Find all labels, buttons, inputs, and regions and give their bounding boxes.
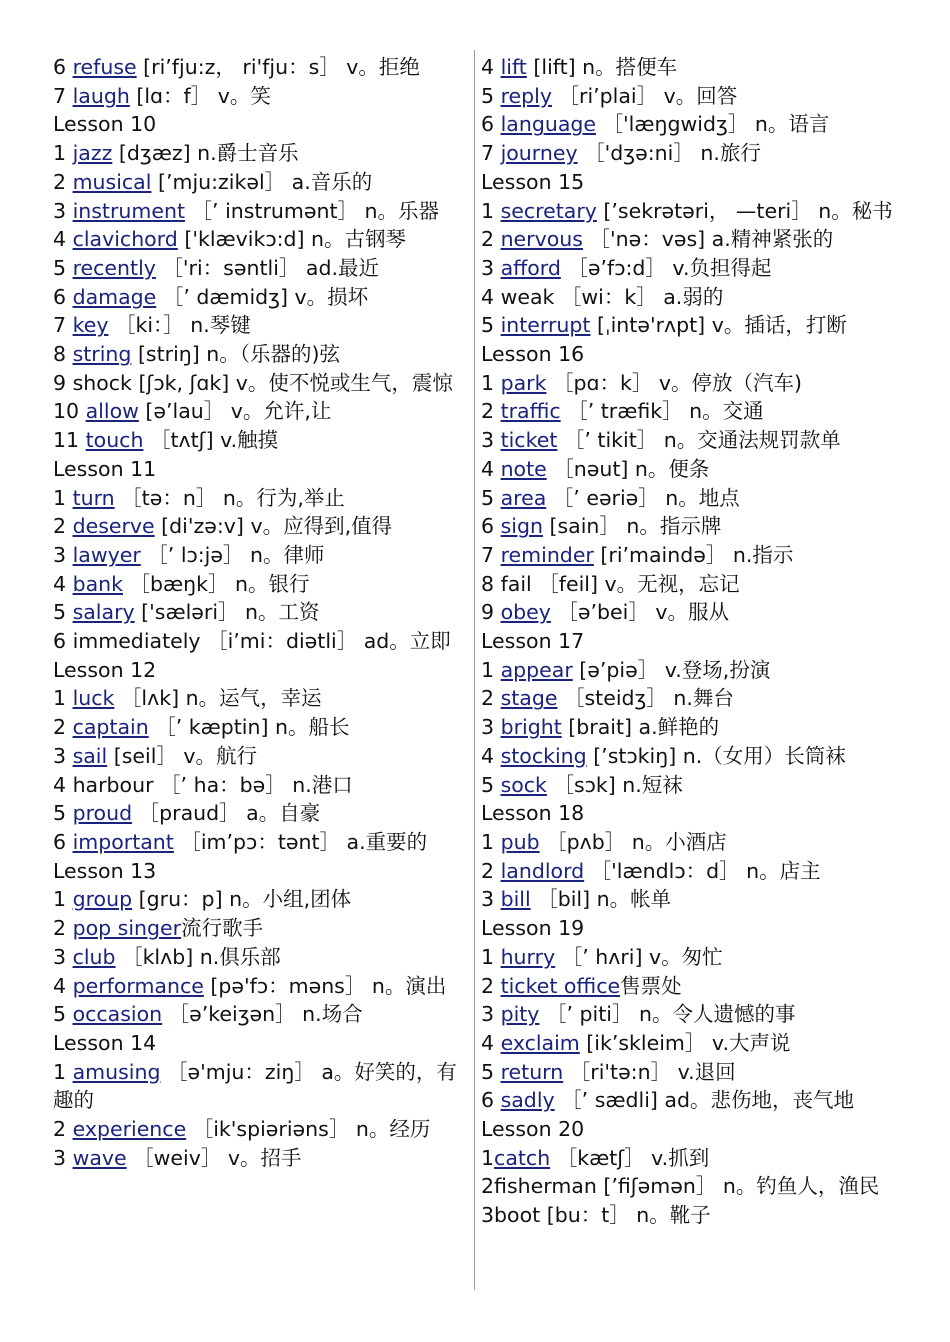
vocab-entry xyxy=(53,484,465,513)
entry-definition: ［’ hʌri] v。匆忙 xyxy=(555,944,723,969)
vocab-word-link[interactable]: bright xyxy=(500,715,562,740)
vocab-entry xyxy=(481,225,893,254)
vocab-entry xyxy=(53,311,465,340)
entry-definition: [di'zə:v] v。应得到,值得 xyxy=(154,514,393,539)
vocab-entry xyxy=(53,885,465,914)
vocab-entry xyxy=(481,1029,893,1058)
vocab-word-link[interactable]: exclaim xyxy=(500,1030,580,1055)
vocab-word: shock xyxy=(72,370,132,395)
vocab-entry xyxy=(481,426,893,455)
left-column xyxy=(53,53,465,1172)
entry-number: 1 xyxy=(481,829,501,854)
entry-definition: ［ki：］ n.琴键 xyxy=(108,313,251,338)
entry-definition: ［'dʒə:ni］ n.旅行 xyxy=(577,141,761,166)
entry-number: 3 xyxy=(481,887,501,912)
entry-number: 9 xyxy=(481,600,501,625)
vocab-entry xyxy=(481,53,893,82)
vocab-entry xyxy=(53,426,465,455)
vocab-entry xyxy=(481,885,893,914)
vocab-word-link[interactable]: captain xyxy=(72,715,149,740)
entry-number: 5 xyxy=(53,801,73,826)
entry-definition: [ri’fju:z， ri'fju：s］ v。拒绝 xyxy=(136,55,420,79)
entry-definition: ［lʌk] n。运气，幸运 xyxy=(114,686,322,711)
vocab-entry xyxy=(53,369,465,398)
entry-definition: ［steidʒ］ n.舞台 xyxy=(557,686,734,711)
lesson-heading: Lesson 12 xyxy=(53,657,157,682)
entry-number: 7 xyxy=(481,542,501,567)
entry-number: 5 xyxy=(481,485,501,510)
entry-definition: ［’ kæptin] n。船长 xyxy=(148,715,350,740)
entry-definition: ［tʌtʃ] v.触摸 xyxy=(143,428,279,453)
entry-number: 5 xyxy=(53,600,73,625)
vocab-word: immediately xyxy=(72,629,201,654)
vocab-word-link[interactable]: jazz xyxy=(72,141,113,166)
entry-definition: ［’ træfik］ n。交通 xyxy=(560,399,764,424)
vocab-entry xyxy=(481,1201,893,1230)
vocab-entry xyxy=(53,972,465,1001)
vocab-word-link[interactable]: touch xyxy=(85,428,144,453)
vocab-word-link[interactable]: nervous xyxy=(500,227,583,252)
entry-number: 3 xyxy=(481,1203,495,1228)
entry-definition: ［tə：n］ n。行为,举止 xyxy=(114,485,345,510)
vocab-entry xyxy=(481,1172,893,1201)
vocab-word-link[interactable]: sail xyxy=(72,743,108,768)
entry-number: 3 xyxy=(481,715,501,740)
entry-definition: ［ə’fɔ:d］ v.负担得起 xyxy=(560,255,772,280)
entry-number: 1 xyxy=(481,370,501,395)
entry-number: 8 xyxy=(481,571,501,596)
entry-definition: ［pʌb］ n。小酒店 xyxy=(539,829,727,854)
entry-number: 4 xyxy=(481,743,501,768)
lesson-heading: Lesson 19 xyxy=(481,916,585,941)
vocab-word-link[interactable]: pop singer xyxy=(72,916,182,941)
entry-definition: ［pɑ：k］ v。停放（汽车) xyxy=(546,370,802,395)
vocab-entry xyxy=(481,484,893,513)
vocab-word-link[interactable]: group xyxy=(72,887,133,912)
entry-definition: ['sæləri］ n。工资 xyxy=(134,600,320,625)
entry-definition: ［'nə：vəs] a.精神紧张的 xyxy=(582,227,834,252)
entry-number: 5 xyxy=(481,313,501,338)
entry-number: 3 xyxy=(53,743,73,768)
entry-number: 6 xyxy=(481,514,501,539)
lesson-heading: Lesson 13 xyxy=(53,858,157,883)
entry-definition: [’sekrətəri， —teri］ n。秘书 xyxy=(596,198,893,223)
vocab-word-link[interactable]: deserve xyxy=(72,514,155,539)
vocab-entry xyxy=(53,914,465,943)
entry-definition: [ˌintə'rʌpt] v。插话，打断 xyxy=(590,313,847,338)
vocab-word-link[interactable]: experience xyxy=(72,1117,187,1142)
entry-definition: [dʒæz] n.爵士音乐 xyxy=(112,141,299,166)
entry-definition: ［'ri：səntli］ ad.最近 xyxy=(155,255,380,280)
vocab-entry xyxy=(481,570,893,599)
lesson-heading: Lesson 20 xyxy=(481,1117,585,1142)
entry-number: 4 xyxy=(481,1030,501,1055)
entry-number: 2 xyxy=(481,399,501,424)
entry-number: 6 xyxy=(53,629,73,654)
entry-definition: ［wi：k］ a.弱的 xyxy=(554,284,724,309)
entry-number: 4 xyxy=(53,772,73,797)
entry-definition: ［i’mi：diətli］ ad。立即 xyxy=(200,629,451,654)
vocab-entry xyxy=(53,53,465,82)
vocab-entry xyxy=(53,943,465,972)
vocab-entry xyxy=(53,742,465,771)
entry-definition: [’stɔkiŋ] n.（女用）长筒袜 xyxy=(586,743,846,768)
vocab-entry xyxy=(481,656,893,685)
vocab-word-link[interactable]: catch xyxy=(494,1145,551,1170)
entry-definition: 售票处 xyxy=(620,973,682,998)
right-column xyxy=(481,53,893,1230)
entry-definition: ［ik'spiəriəns］ n。经历 xyxy=(186,1117,431,1142)
entry-number: 2 xyxy=(53,169,73,194)
vocab-entry xyxy=(53,397,465,426)
entry-number: 1 xyxy=(481,944,501,969)
vocab-entry xyxy=(481,1144,893,1173)
entry-definition: ［im’pɔ：tənt］ a.重要的 xyxy=(173,829,428,854)
vocab-word-link[interactable]: note xyxy=(500,456,547,481)
entry-definition: [bu：t］ n。靴子 xyxy=(540,1203,711,1228)
entry-definition: ［ri’plai］ v。回答 xyxy=(552,83,738,108)
vocab-word-link[interactable]: salary xyxy=(72,600,135,625)
vocab-entry xyxy=(481,82,893,111)
entry-number: 11 xyxy=(53,428,86,453)
vocab-word-link[interactable]: lawyer xyxy=(72,542,141,567)
vocab-entry xyxy=(481,110,893,139)
vocab-entry xyxy=(53,1058,465,1115)
entry-number: 1 xyxy=(53,686,73,711)
entry-definition: [pə'fɔ：məns］ n。演出 xyxy=(203,973,447,998)
entry-definition: [gru：p] n。小组,团体 xyxy=(132,887,352,912)
vocab-word-link[interactable]: stocking xyxy=(500,743,587,768)
entry-number: 6 xyxy=(481,112,501,137)
vocab-entry xyxy=(53,283,465,312)
vocab-word-link[interactable]: area xyxy=(500,485,547,510)
entry-number: 5 xyxy=(481,1059,501,1084)
vocab-word-link[interactable]: damage xyxy=(72,284,157,309)
vocab-entry xyxy=(53,512,465,541)
vocab-entry xyxy=(481,1086,893,1115)
entry-number: 4 xyxy=(481,456,501,481)
entry-number: 2 xyxy=(53,715,73,740)
vocab-entry xyxy=(53,828,465,857)
vocab-entry xyxy=(53,254,465,283)
entry-definition: ［’ tikit］ n。交通法规罚款单 xyxy=(557,428,841,453)
entry-number: 10 xyxy=(53,399,86,424)
vocab-word-link[interactable]: pity xyxy=(500,1002,540,1027)
vocab-entry xyxy=(481,311,893,340)
entry-number: 7 xyxy=(481,141,501,166)
vocab-entry xyxy=(481,512,893,541)
lesson-heading: Lesson 18 xyxy=(481,801,585,826)
entry-definition: ［’ lɔ:jə］ n。律师 xyxy=(140,542,325,567)
vocab-entry xyxy=(481,455,893,484)
entry-number: 2 xyxy=(53,1117,73,1142)
vocab-entry xyxy=(481,283,893,312)
entry-definition: ［'læŋgwidʒ］ n。语言 xyxy=(596,112,830,137)
vocab-word-link[interactable]: refuse xyxy=(72,55,137,79)
vocab-entry xyxy=(53,225,465,254)
vocab-word-link[interactable]: important xyxy=(72,829,174,854)
vocab-word-link[interactable]: clavichord xyxy=(72,227,178,252)
vocab-word-link[interactable]: appear xyxy=(500,657,573,682)
vocab-word-link[interactable]: musical xyxy=(72,169,152,194)
vocab-entry xyxy=(53,1000,465,1029)
lesson-heading: Lesson 11 xyxy=(53,456,157,481)
vocab-entry xyxy=(53,570,465,599)
entry-definition: ［’ eəriə］ n。地点 xyxy=(546,485,740,510)
vocab-entry xyxy=(53,340,465,369)
entry-definition: 流行歌手 xyxy=(181,916,264,941)
entry-definition: ［bil] n。帐单 xyxy=(530,887,672,912)
vocab-word: weak xyxy=(500,284,555,309)
vocab-word-link[interactable]: reminder xyxy=(500,542,594,567)
entry-number: 1 xyxy=(53,141,73,166)
entry-number: 4 xyxy=(53,571,73,596)
entry-number: 1 xyxy=(481,657,501,682)
entry-number: 5 xyxy=(481,83,501,108)
vocab-entry xyxy=(481,943,893,972)
entry-definition: ［praud］ a。自豪 xyxy=(132,801,321,826)
entry-number: 1 xyxy=(53,887,73,912)
vocab-entry xyxy=(481,139,893,168)
entry-definition: ［weiv］ v。招手 xyxy=(126,1145,302,1170)
vocab-word-link[interactable]: string xyxy=(72,342,132,367)
entry-number: 5 xyxy=(481,772,501,797)
vocab-word-link[interactable]: hurry xyxy=(500,944,556,969)
vocab-word-link[interactable]: journey xyxy=(500,141,578,166)
vocab-entry xyxy=(481,771,893,800)
vocab-word-link[interactable]: ticket office xyxy=(500,973,621,998)
lesson-heading: Lesson 10 xyxy=(53,112,157,137)
vocab-entry xyxy=(481,972,893,1001)
entry-definition: [lift] n。搭便车 xyxy=(526,55,678,79)
entry-number: 6 xyxy=(53,55,73,79)
entry-number: 4 xyxy=(481,284,501,309)
vocab-word-link[interactable]: traffic xyxy=(500,399,561,424)
vocab-entry xyxy=(53,82,465,111)
vocab-word-link[interactable]: turn xyxy=(72,485,115,510)
entry-definition: ［’ instrumənt］ n。乐器 xyxy=(185,198,440,223)
entry-number: 3 xyxy=(53,198,73,223)
vocab-word-link[interactable]: allow xyxy=(85,399,139,424)
vocab-entry xyxy=(481,369,893,398)
entry-definition: [lɑ：f］ v。笑 xyxy=(129,83,271,108)
vocab-entry xyxy=(53,598,465,627)
lesson-heading: Lesson 17 xyxy=(481,629,585,654)
entry-number: 2 xyxy=(481,1174,495,1199)
entry-definition: ［’ ha：bə］ n.港口 xyxy=(153,772,353,797)
entry-definition: [ə’lau］ v。允许,让 xyxy=(138,399,332,424)
vocab-entry xyxy=(53,799,465,828)
vocab-word-link[interactable]: afford xyxy=(500,255,561,280)
entry-number: 2 xyxy=(481,227,501,252)
vocab-word: boot xyxy=(494,1203,541,1228)
vocab-word-link[interactable]: club xyxy=(72,944,116,969)
vocab-word: fail xyxy=(500,571,532,596)
entry-number: 9 xyxy=(53,370,73,395)
entry-number: 8 xyxy=(53,342,73,367)
vocab-word-link[interactable]: park xyxy=(500,370,547,395)
entry-definition: [ə’piə］ v.登场,扮演 xyxy=(572,657,771,682)
vocab-entry xyxy=(53,541,465,570)
vocab-entry xyxy=(53,139,465,168)
vocab-word-link[interactable]: key xyxy=(72,313,109,338)
entry-number: 3 xyxy=(481,255,501,280)
entry-number: 1 xyxy=(53,1059,73,1084)
entry-number: 3 xyxy=(53,944,73,969)
vocab-word-link[interactable]: luck xyxy=(72,686,115,711)
entry-number: 3 xyxy=(53,542,73,567)
vocab-entry xyxy=(481,397,893,426)
lesson-heading: Lesson 14 xyxy=(53,1030,157,1055)
entry-definition: ［’ piti］ n。令人遗憾的事 xyxy=(539,1002,796,1027)
vocab-word-link[interactable]: wave xyxy=(72,1145,127,1170)
entry-number: 1 xyxy=(481,1145,495,1170)
entry-number: 2 xyxy=(53,916,73,941)
vocab-entry xyxy=(53,713,465,742)
entry-definition: ［nəut] n。便条 xyxy=(546,456,710,481)
vocab-word-link[interactable]: language xyxy=(500,112,597,137)
entry-number: 7 xyxy=(53,83,73,108)
entry-definition: [striŋ] n。（乐器的)弦 xyxy=(131,342,341,367)
vocab-word: harbour xyxy=(72,772,154,797)
entry-definition: ［kætʃ］ v.抓到 xyxy=(550,1145,710,1170)
vocab-entry xyxy=(481,598,893,627)
vocab-word-link[interactable]: landlord xyxy=(500,858,585,883)
vocab-entry xyxy=(53,684,465,713)
vocab-entry xyxy=(53,627,465,656)
entry-number: 5 xyxy=(53,255,73,280)
entry-number: 6 xyxy=(53,829,73,854)
vocab-word-link[interactable]: occasion xyxy=(72,1002,163,1027)
entry-number: 2 xyxy=(53,514,73,539)
entry-definition: ［feil] v。无视，忘记 xyxy=(531,571,740,596)
entry-definition: ［'lændlɔ：d］ n。店主 xyxy=(584,858,821,883)
vocab-entry xyxy=(481,857,893,886)
entry-definition: ［’ dæmidʒ] v。损坏 xyxy=(156,284,369,309)
entry-definition: [’fiʃəmən］ n。钓鱼人，渔民 xyxy=(596,1174,880,1199)
entry-definition: [’mju:zikəl］ a.音乐的 xyxy=(151,169,373,194)
entry-definition: [ik’skleim］ v.大声说 xyxy=(579,1030,791,1055)
vocab-entry xyxy=(481,684,893,713)
vocab-word-link[interactable]: lift xyxy=(500,55,527,79)
vocab-word-link[interactable]: amusing xyxy=(72,1059,161,1084)
entry-number: 7 xyxy=(53,313,73,338)
entry-number: 1 xyxy=(481,198,501,223)
entry-number: 5 xyxy=(53,1002,73,1027)
entry-number: 3 xyxy=(481,428,501,453)
entry-definition: ［ə’bei］ v。服从 xyxy=(550,600,729,625)
vocab-entry xyxy=(53,1144,465,1173)
entry-number: 2 xyxy=(481,686,501,711)
entry-definition: ［’ sædli] ad。悲伤地，丧气地 xyxy=(554,1088,855,1113)
vocab-entry xyxy=(481,742,893,771)
vocab-word-link[interactable]: proud xyxy=(72,801,133,826)
vocab-word-link[interactable]: sign xyxy=(500,514,543,539)
entry-number: 6 xyxy=(481,1088,501,1113)
vocab-entry xyxy=(481,828,893,857)
vocab-entry xyxy=(53,1115,465,1144)
vocab-entry xyxy=(481,254,893,283)
vocab-word-link[interactable]: reply xyxy=(500,83,552,108)
vocab-word-link[interactable]: ticket xyxy=(500,428,558,453)
vocab-word-link[interactable]: sock xyxy=(500,772,547,797)
vocab-word-link[interactable]: interrupt xyxy=(500,313,591,338)
entry-number: 6 xyxy=(53,284,73,309)
entry-number: 4 xyxy=(481,55,501,79)
entry-definition: [sain］ n。指示牌 xyxy=(542,514,722,539)
entry-number: 4 xyxy=(53,227,73,252)
entry-definition: ［sɔk] n.短袜 xyxy=(546,772,683,797)
entry-number: 2 xyxy=(481,973,501,998)
entry-definition: [seil］ v。航行 xyxy=(107,743,258,768)
vocab-word-link[interactable]: recently xyxy=(72,255,156,280)
entry-definition: [ʃɔk, ʃɑk] v。使不悦或生气，震惊 xyxy=(131,370,453,395)
entry-number: 2 xyxy=(481,858,501,883)
entry-number: 4 xyxy=(53,973,73,998)
entry-number: 3 xyxy=(53,1145,73,1170)
vocab-word-link[interactable]: bill xyxy=(500,887,531,912)
entry-definition: [ri’maində］ n.指示 xyxy=(593,542,794,567)
vocab-entry xyxy=(481,197,893,226)
vocab-word: fisherman xyxy=(494,1174,597,1199)
entry-definition: ［ri'tə:n］ v.退回 xyxy=(563,1059,736,1084)
vocab-word-link[interactable]: sadly xyxy=(500,1088,555,1113)
entry-definition: ［klʌb] n.俱乐部 xyxy=(115,944,281,969)
entry-definition: ［ə’keiʒən］ n.场合 xyxy=(162,1002,363,1027)
vocab-word-link[interactable]: obey xyxy=(500,600,551,625)
vocab-entry xyxy=(481,713,893,742)
vocab-entry xyxy=(481,1000,893,1029)
vocab-word-link[interactable]: laugh xyxy=(72,83,130,108)
entry-definition: ［bæŋk］ n。银行 xyxy=(123,571,310,596)
vocab-entry xyxy=(481,541,893,570)
vocab-word-link[interactable]: stage xyxy=(500,686,558,711)
vocab-entry xyxy=(53,771,465,800)
entry-number: 1 xyxy=(53,485,73,510)
entry-number: 3 xyxy=(481,1002,501,1027)
lesson-heading: Lesson 15 xyxy=(481,169,585,194)
vocab-word-link[interactable]: instrument xyxy=(72,198,186,223)
vocab-word-link[interactable]: performance xyxy=(72,973,204,998)
vocab-entry xyxy=(481,1058,893,1087)
lesson-heading: Lesson 16 xyxy=(481,342,585,367)
entry-definition: ［ə'mju：ziŋ］ a。好笑的，有趣的 xyxy=(53,1059,457,1113)
vocab-entry xyxy=(53,197,465,226)
vocab-entry xyxy=(53,168,465,197)
column-divider xyxy=(474,50,475,1290)
vocab-word-link[interactable]: return xyxy=(500,1059,564,1084)
vocab-word-link[interactable]: bank xyxy=(72,571,124,596)
entry-definition: ['klævikɔ:d] n。古钢琴 xyxy=(177,227,407,252)
vocab-word-link[interactable]: pub xyxy=(500,829,540,854)
entry-definition: [brait] a.鲜艳的 xyxy=(561,715,720,740)
vocab-word-link[interactable]: secretary xyxy=(500,198,597,223)
